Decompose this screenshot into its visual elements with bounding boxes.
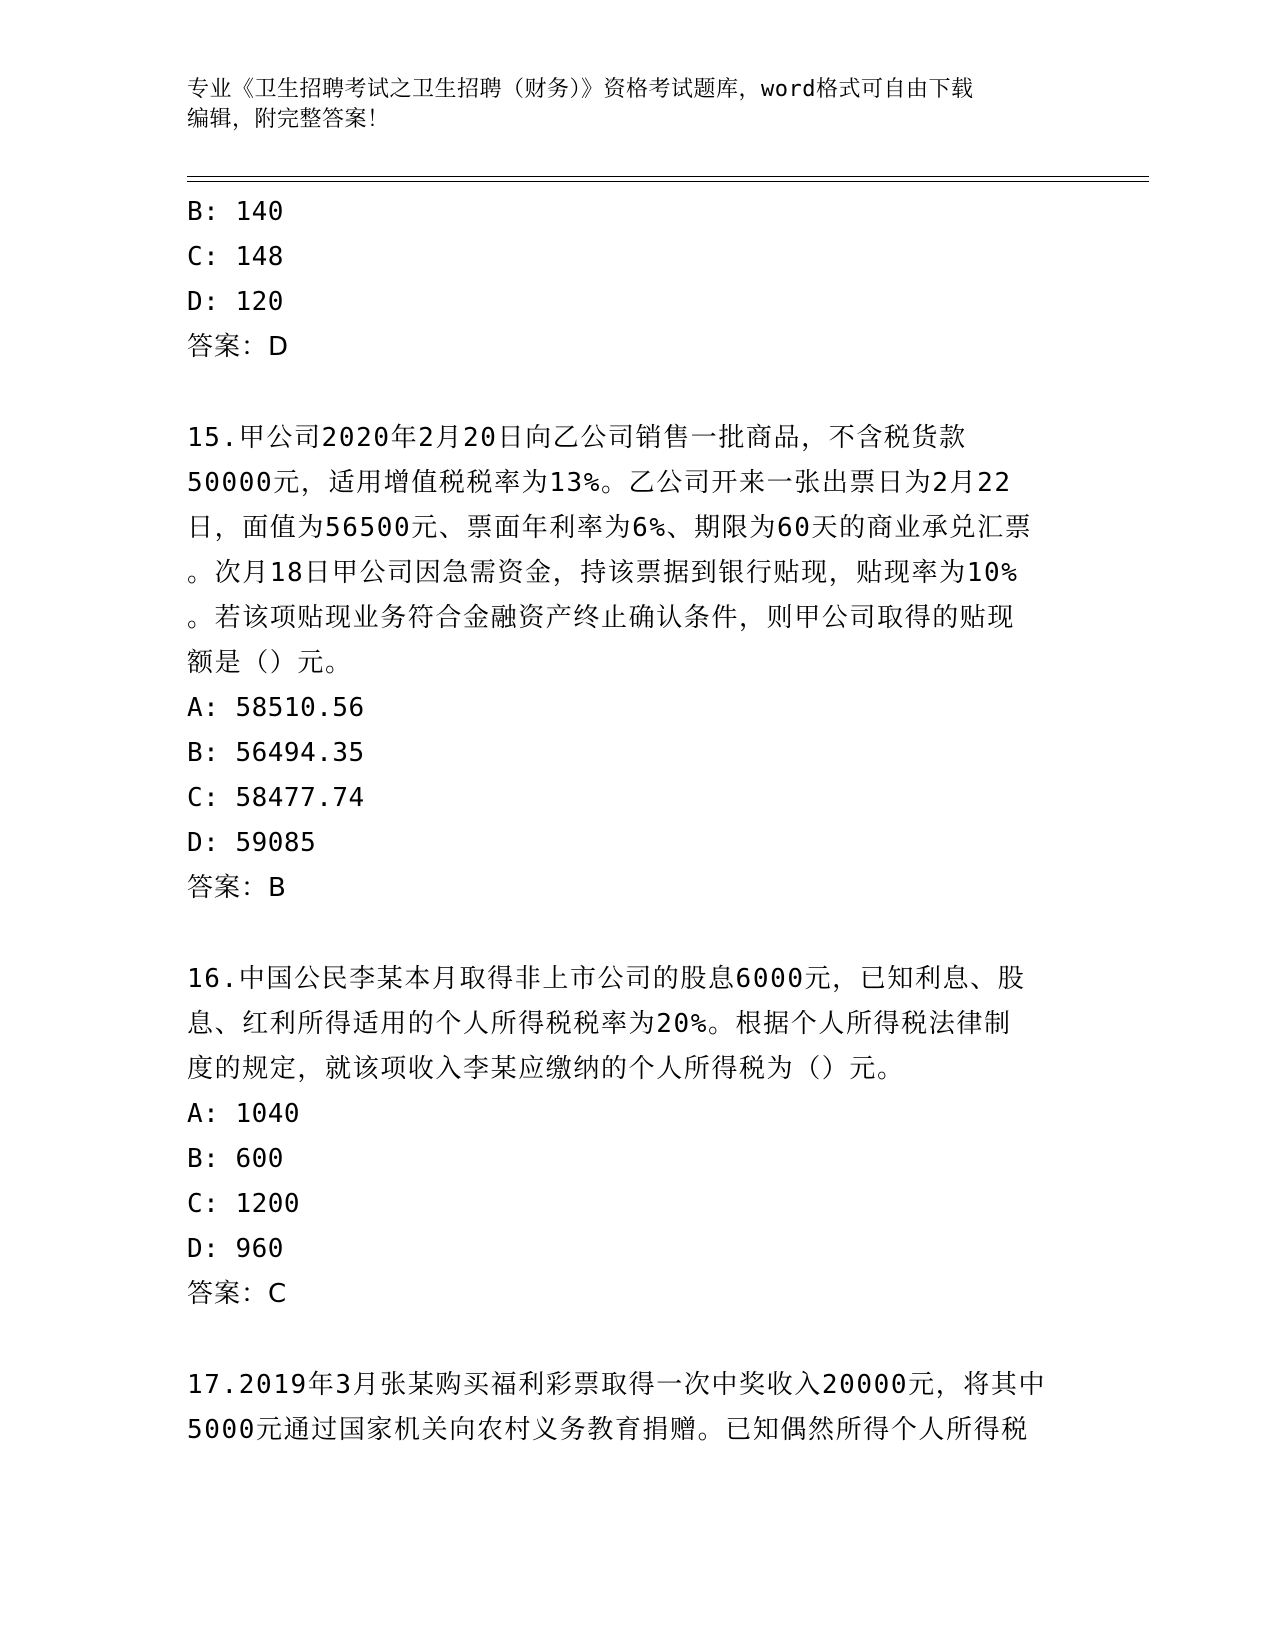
question-text (187, 957, 1087, 1092)
option-c: C: 58477.74 (187, 783, 365, 813)
header-line-1: 专业《卫生招聘考试之卫生招聘（财务）》资格考试题库，word格式可自由下载 (187, 77, 974, 102)
question-line: 16.中国公民李某本月取得非上市公司的股息6000元，已知利息、股 (187, 964, 1026, 994)
option-d: D: 59085 (187, 828, 317, 858)
option-a: A: 1040 (187, 1099, 301, 1129)
question-line: 5000元通过国家机关向农村义务教育捐赠。已知偶然所得个人所得税 (187, 1415, 1029, 1445)
option-c: C: 148 (187, 242, 284, 272)
answer: 答案：C (187, 1279, 288, 1309)
option-d: D: 120 (187, 287, 284, 317)
question-16 (187, 957, 1087, 1317)
question-line: 50000元，适用增值税税率为13%。乙公司开来一张出票日为2月22 (187, 468, 1012, 498)
option-c: C: 1200 (187, 1189, 301, 1219)
option-b: B: 56494.35 (187, 738, 365, 768)
question-text (187, 416, 1087, 686)
question-line: 。若该项贴现业务符合金融资产终止确认条件，则甲公司取得的贴现 (187, 603, 1016, 633)
header-rule-top (187, 176, 1149, 177)
header-rule-bottom (187, 181, 1149, 182)
answer: 答案：B (187, 873, 287, 903)
question-line: 度的规定，就该项收入李某应缴纳的个人所得税为（）元。 (187, 1054, 905, 1084)
question-17 (187, 1363, 1087, 1453)
option-d: D: 960 (187, 1234, 284, 1264)
option-b: B: 600 (187, 1144, 284, 1174)
question-line: 额是（）元。 (187, 648, 353, 678)
question-text (187, 1363, 1087, 1453)
question-line: 15.甲公司2020年2月20日向乙公司销售一批商品，不含税货款 (187, 423, 967, 453)
option-b: B: 140 (187, 197, 284, 227)
question-line: 17.2019年3月张某购买福利彩票取得一次中奖收入20000元，将其中 (187, 1370, 1047, 1400)
option-a: A: 58510.56 (187, 693, 365, 723)
question-15 (187, 416, 1087, 911)
previous-question-continuation (187, 190, 1087, 370)
header-line-2: 编辑，附完整答案！ (187, 107, 390, 132)
question-line: 。次月18日甲公司因急需资金，持该票据到银行贴现，贴现率为10% (187, 558, 1019, 588)
question-line: 日，面值为56500元、票面年利率为6%、期限为60天的商业承兑汇票 (187, 513, 1033, 543)
answer: 答案：D (187, 332, 290, 362)
question-line: 息、红利所得适用的个人所得税税率为20%。根据个人所得税法律制 (187, 1009, 1012, 1039)
document-body (187, 190, 1087, 1453)
document-header (187, 75, 1067, 135)
